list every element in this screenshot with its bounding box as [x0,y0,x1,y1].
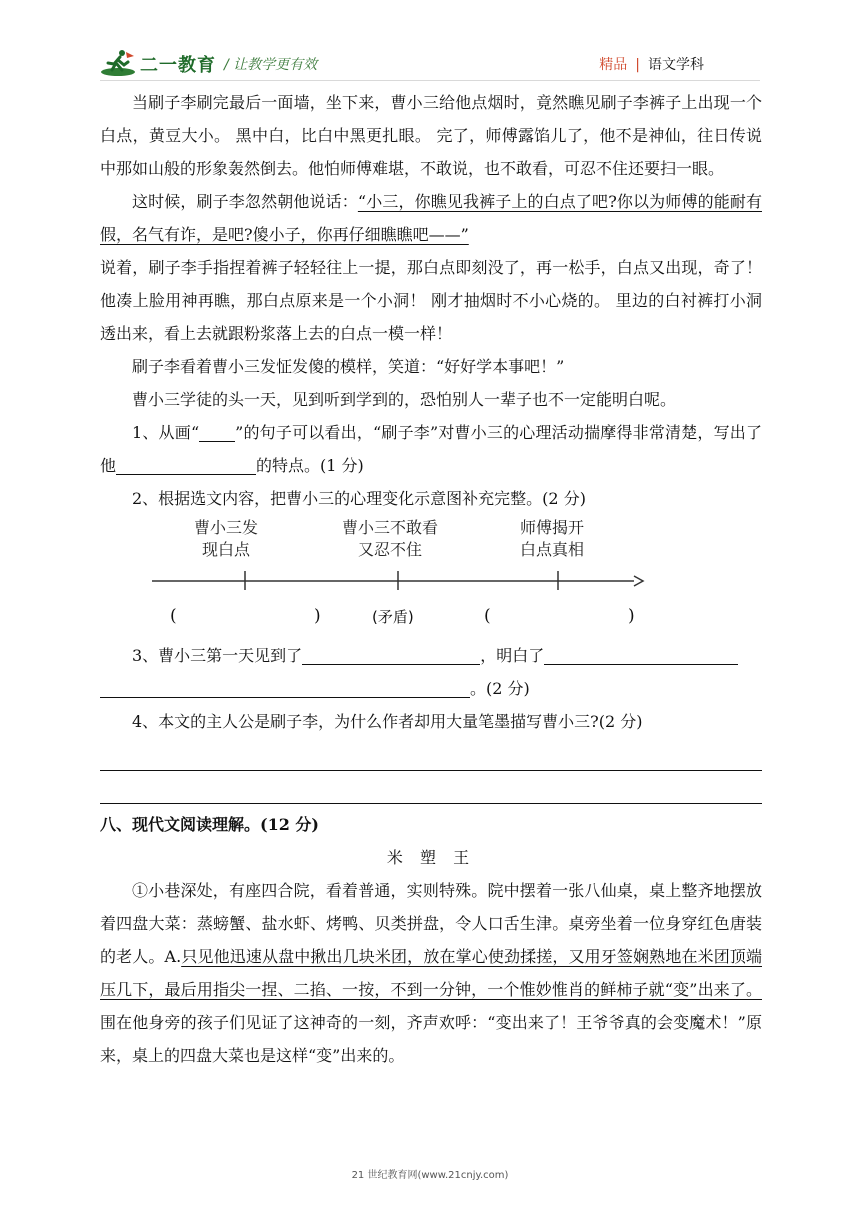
story-title: 米 塑 王 [386,848,476,867]
answer-blank[interactable] [544,646,738,665]
timeline-arrow [100,515,762,639]
paragraph [100,185,762,251]
answer-paren-close[interactable]: ) [314,606,321,626]
logo-text: 二一教育 [140,55,216,76]
answer-paren-open[interactable]: ( [170,606,177,626]
question-1 [100,416,762,482]
question-3-continued [100,672,762,705]
question-text: 的特点。(1 分) [256,456,364,475]
question-4: 4、本文的主人公是刷子李，为什么作者却用大量笔墨描写曹小三?(2 分) [132,712,643,731]
answer-line[interactable] [100,771,762,804]
premium-badge: 精品 [599,57,628,73]
diagram-middle-label: (矛盾) [372,608,414,626]
diagram-node-line: 曹小三发 [194,518,259,537]
paragraph: 说着，刷子李手指捏着裤子轻轻往上一提，那白点即刻没了，再一松手，白点又出现，奇了！ 他凑上脸用神再瞧，那白点原来是一个小洞！ 刚才抽烟时不小心烧的。 里边的白衬裤打小洞透出来，看上去就跟粉浆落上去的白点一模一样！ [100,258,762,343]
mood-change-diagram [100,515,762,639]
slogan: / 让教学更有效 [224,57,318,73]
answer-blank[interactable] [100,679,470,698]
answer-blank[interactable] [302,646,480,665]
question-text: ”的句子可以看出，“刷子李”对曹小三的心理活动揣摩得非常清楚，写出了他 [100,423,762,475]
section-title: 八、现代文阅读理解。(12 分) [100,815,319,834]
question-2: 2、根据选文内容，把曹小三的心理变化示意图补充完整。(2 分) [132,489,586,508]
document-body [100,86,762,1072]
paragraph-tail: 围在他身旁的孩子们见证了这神奇的一刻，齐声欢呼：“变出来了！王爷爷真的会变魔术！”原来，桌上的四盘大菜也是这样“变”出来的。 [100,1013,762,1065]
answer-line[interactable] [100,738,762,771]
badge-separator: | [635,57,640,73]
question-text: 3、曹小三第一天见到了 [132,646,303,665]
paragraph [100,874,762,1072]
answer-blank[interactable] [199,423,235,442]
paragraph-lead: ①小巷深处，有座四合院，看着普通，实则特殊。院中摆着一张八仙桌，桌上整齐地摆放着四盘大菜：蒸螃蟹、盐水虾、烤鸭、贝类拼盘，令人口舌生津。桌旁坐着一位身穿红色唐装的老人。A. [100,881,762,966]
paragraph: 曹小三学徒的头一天，见到听到学到的，恐怕别人一辈子也不一定能明白呢。 [132,390,677,409]
question-text: ，明白了 [480,646,545,665]
answer-blank[interactable] [116,456,256,475]
diagram-node-line: 白点真相 [520,540,585,559]
answer-paren-open[interactable]: ( [484,606,491,626]
header-divider [100,80,760,81]
paragraph: 当刷子李刷完最后一面墙，坐下来，曹小三给他点烟时，竟然瞧见刷子李裤子上出现一个白点，黄豆大小。 黑中白，比白中黑更扎眼。 完了，师傅露馅儿了，他不是神仙，往日传说中那如山般的形象轰然倒去。他怕师傅难堪，不敢说，也不敢看，可忍不住还要扫一眼。 [100,93,762,178]
page-header [100,48,760,80]
diagram-node-line: 曹小三不敢看 [342,518,439,537]
diagram-node-line: 师傅揭开 [520,518,585,537]
header-badges [599,54,704,74]
paragraph-lead: 这时候，刷子李忽然朝他说话： [132,192,358,211]
underlined-sentence: “小三，你瞧见我裤子上的白点了吧?你以为师傅的能耐有假，名气有诈，是吧?傻小子，你再仔细瞧瞧吧——” [100,192,762,244]
underlined-sentence: 只见他迅速从盘中揪出几块米团，放在掌心使劲揉搓，又用牙签娴熟地在米团顶端压几下，最后用指尖一捏、二掐、一按，不到一分钟，一个惟妙惟肖的鲜柿子就“变”出来了。 [100,947,762,999]
runner-logo-icon [100,48,140,82]
page-footer: 21 世纪教育网(www.21cnjy.com) [351,1170,509,1181]
diagram-node-line: 现白点 [202,540,251,559]
question-text: 1、从画“ [132,423,200,442]
paragraph: 刷子李看着曹小三发怔发傻的模样，笑道：“好好学本事吧！” [132,357,565,376]
question-text: 。(2 分) [470,679,530,698]
question-3 [100,639,762,672]
subject-label: 语文学科 [648,57,704,73]
diagram-node-line: 又忍不住 [358,540,423,559]
answer-paren-close[interactable]: ) [628,606,635,626]
